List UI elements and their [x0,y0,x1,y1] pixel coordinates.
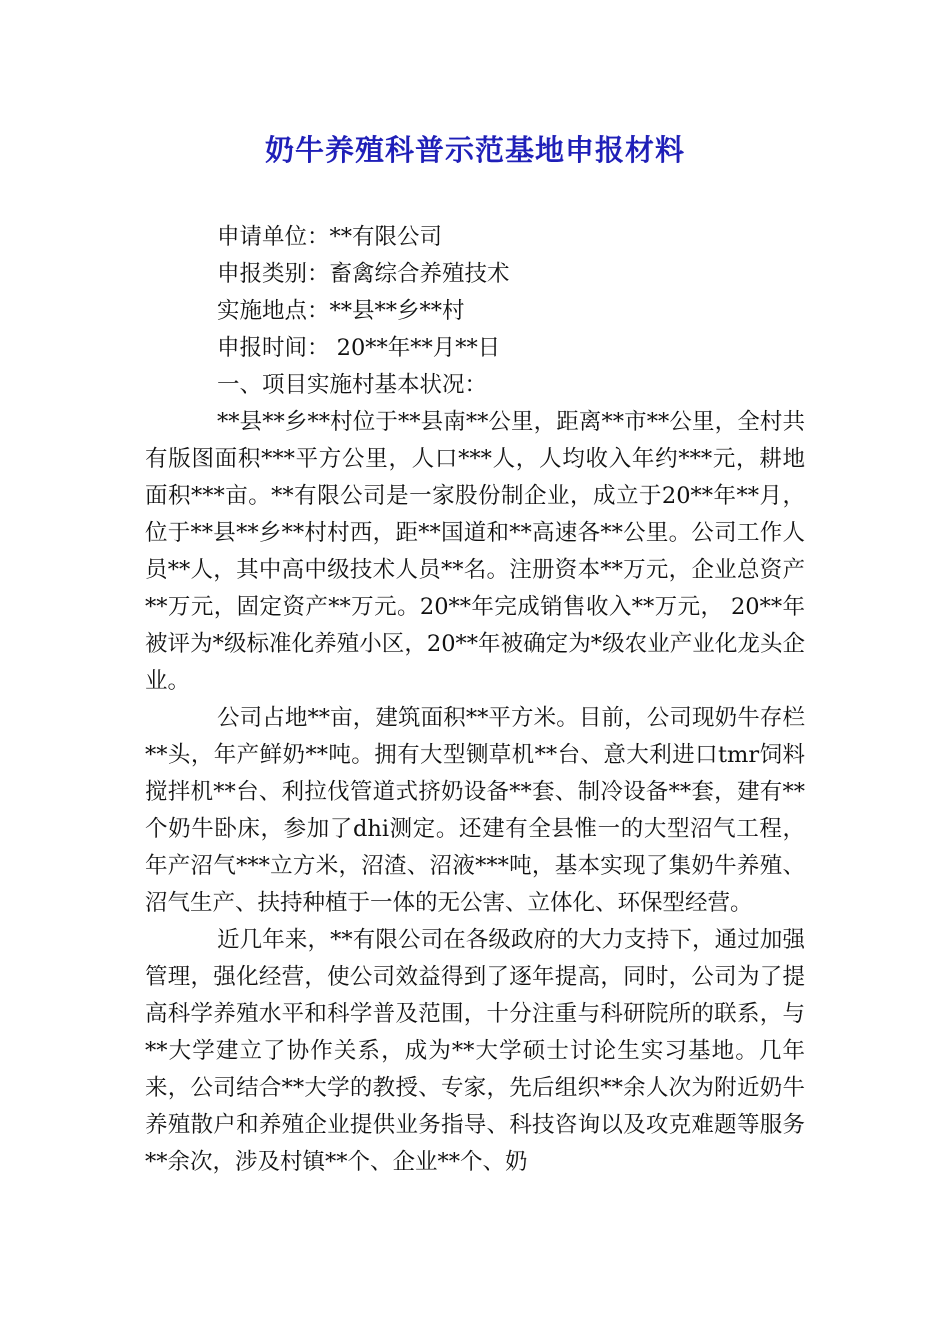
paragraph-cooperation: 近几年来，**有限公司在各级政府的大力支持下，通过加强管理，强化经营，使公司效益得到了逐年提高，同时，公司为了提高科学养殖水平和科学普及范围，十分注重与科研院所的联系，与**大学建立了协作关系，成为**大学硕士讨论生实习基地。几年来，公司结合**大学的教授、专家，先后组织**余人次为附近奶牛养殖散户和养殖企业提供业务指导、科技咨询以及攻克难题等服务**余次，涉及村镇**个、企业**个、奶 [145,927,805,1175]
document-body [145,219,805,1181]
paragraph-company-facilities: 公司占地**亩，建筑面积**平方米。目前，公司现奶牛存栏**头，年产鲜奶**吨。拥有大型铡草机**台、意大利进口tmr饲料搅拌机**台、利拉伐管道式挤奶设备**套、制冷设备**套，建有**个奶牛卧床，参加了dhi测定。还建有全县惟一的大型沼气工程，年产沼气***立方米，沼渣、沼液***吨，基本实现了集奶牛养殖、沼气生产、扶持种植于一体的无公害、立体化、环保型经营。 [145,705,805,916]
meta-date: 申报时间： 20**年**月**日 [217,335,501,361]
section-heading: 一、项目实施村基本状况： [217,372,488,398]
meta-location: 实施地点：**县**乡**村 [217,298,465,324]
document-title: 奶牛养殖科普示范基地申报材料 [264,133,685,167]
meta-applicant: 申请单位：**有限公司 [217,224,443,250]
paragraph-village-overview: **县**乡**村位于**县南**公里，距离**市**公里，全村共有版图面积***平方公里，人口***人，人均收入年约***元，耕地面积***亩。**有限公司是一家股份制企业，成立于20**年**月，位于**县**乡**村村西，距**国道和**高速各**公里。公司工作人员**人，其中高中级技术人员**名。注册资本**万元，企业总资产**万元，固定资产**万元。20**年完成销售收入**万元， 20**年被评为*级标准化养殖小区，20**年被确定为*级农业产业化龙头企业。 [145,409,805,694]
meta-category: 申报类别：畜禽综合养殖技术 [217,261,510,287]
